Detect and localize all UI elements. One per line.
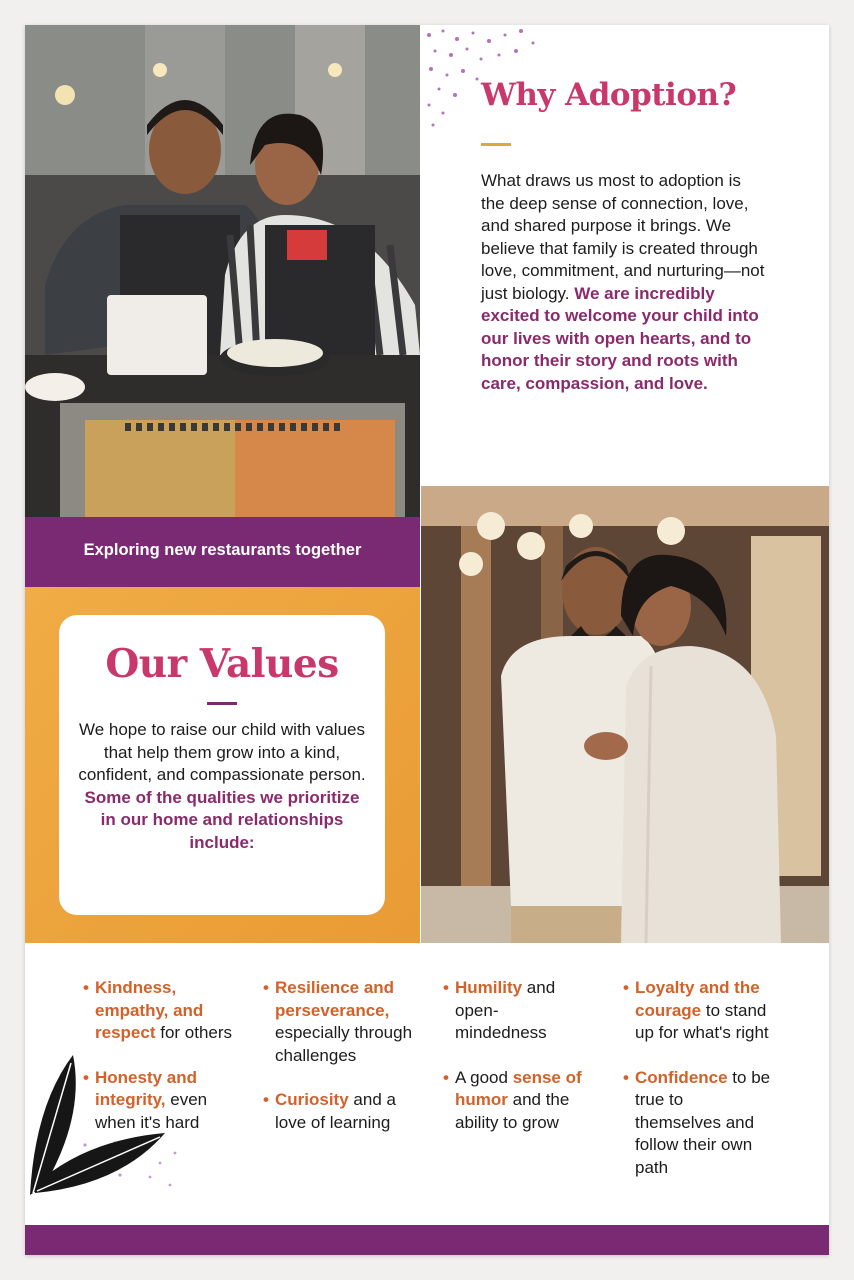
leaf-decoration-icon [25,1045,185,1195]
qualities-column-4 [623,977,773,1201]
quality-item: • Curiosity and a love of learning [263,1090,396,1132]
values-text [77,719,367,854]
title-divider [481,143,511,146]
qualities-column-3 [443,977,583,1156]
quality-item: • Honesty and integrity, even when it's hard [83,1067,208,1132]
values-body-text: We hope to raise our child with values that help them grow into a kind, confident, and compassionate person. [78,720,366,784]
profile-page [25,25,829,1255]
quality-item: • Resilience and perseverance, especially through challenges [263,978,413,1065]
photo-caption-band [25,517,420,587]
qualities-section [25,943,829,1225]
why-body-text: What draws us most to adoption is the deep sense of connection, love, and shared purpose it brings. We believe that family is created through love, commitment, and nurturing—not just biology. [481,171,765,303]
qualities-column-2 [263,977,413,1156]
why-adoption-section [421,25,829,485]
why-adoption-text [481,170,766,395]
couple-photo [421,486,829,943]
why-adoption-title: Why Adoption? [481,77,737,113]
footer-band [25,1225,829,1255]
title-divider [207,702,237,705]
quality-item: • Humility and open-mindedness [443,978,556,1042]
values-title: Our Values [105,641,339,687]
quality-item: • Confidence to be true to themselves and follow their own path [623,1067,771,1177]
photo-caption: Exploring new restaurants together [83,541,362,559]
quality-item: • Loyalty and the courage to stand up for what's right [623,978,769,1042]
quality-item: • Kindness, empathy, and respect for others [83,978,233,1042]
values-panel [25,587,420,943]
quality-item: • A good sense of humor and the ability to grow [443,1067,582,1132]
values-body-highlight: Some of the qualities we prioritize in our home and relationships include: [84,787,360,852]
why-body-highlight: We are incredibly excited to welcome your child into our lives with open hearts, and to honor their story and roots with care, compassion, and love. [481,283,759,393]
restaurant-photo [25,25,420,517]
values-card [59,615,385,915]
